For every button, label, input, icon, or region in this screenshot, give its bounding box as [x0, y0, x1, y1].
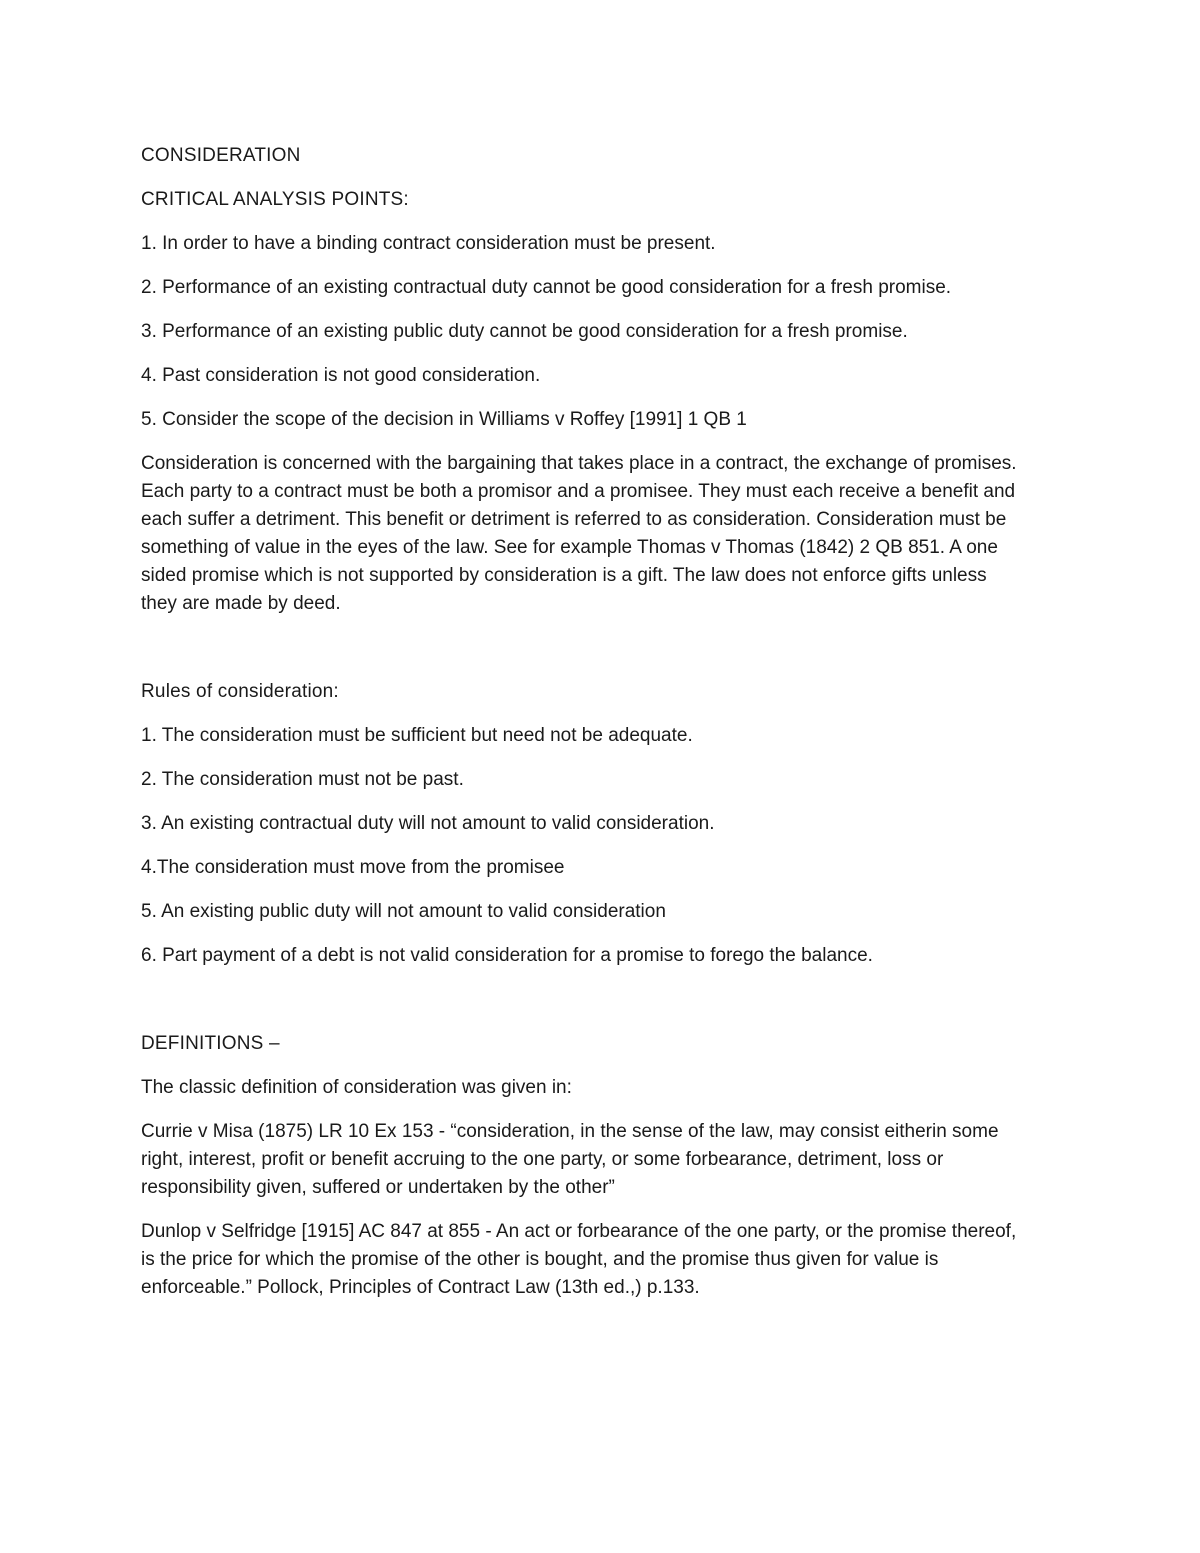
intro-line: sided promise which is not supported by consideration is a gift. The law does not enforce gifts unless — [141, 565, 987, 586]
dunlop-line: enforceable.” Pollock, Principles of Contract Law (13th ed.,) p.133. — [141, 1277, 700, 1298]
dunlop-line: is the price for which the promise of the other is bought, and the promise thus given for value is — [141, 1249, 939, 1270]
intro-line: Each party to a contract must be both a promisor and a promisee. They must each receive a benefit and — [141, 481, 1016, 502]
document-title: CONSIDERATION — [141, 145, 301, 166]
intro-line: each suffer a detriment. This benefit or detriment is referred to as consideration. Consideration must be — [141, 509, 1007, 530]
rule-4: 4.The consideration must move from the promisee — [141, 857, 565, 878]
critical-point-3: 3. Performance of an existing public duty cannot be good consideration for a fresh promise. — [141, 321, 908, 342]
definitions-heading: DEFINITIONS – — [141, 1033, 280, 1054]
rule-6: 6. Part payment of a debt is not valid consideration for a promise to forego the balance. — [141, 945, 873, 966]
critical-point-1: 1. In order to have a binding contract consideration must be present. — [141, 233, 716, 254]
rule-2: 2. The consideration must not be past. — [141, 769, 464, 790]
critical-point-5: 5. Consider the scope of the decision in Williams v Roffey [1991] 1 QB 1 — [141, 409, 747, 430]
intro-line: something of value in the eyes of the law. See for example Thomas v Thomas (1842) 2 QB 851. A one — [141, 537, 998, 558]
currie-line: Currie v Misa (1875) LR 10 Ex 153 - “consideration, in the sense of the law, may consist eitherin some — [141, 1121, 999, 1142]
section-spacer — [141, 986, 1066, 1030]
document-body — [141, 142, 1066, 1318]
section-spacer — [141, 634, 1066, 678]
critical-analysis-heading: CRITICAL ANALYSIS POINTS: — [141, 189, 409, 210]
rule-3: 3. An existing contractual duty will not amount to valid consideration. — [141, 813, 715, 834]
classic-definition-intro: The classic definition of consideration was given in: — [141, 1077, 572, 1098]
currie-v-misa-paragraph — [141, 1118, 1066, 1202]
critical-point-2: 2. Performance of an existing contractual duty cannot be good consideration for a fresh promise. — [141, 277, 952, 298]
dunlop-v-selfridge-paragraph — [141, 1218, 1066, 1302]
intro-line: Consideration is concerned with the bargaining that takes place in a contract, the exchange of promises. — [141, 453, 1017, 474]
critical-point-4: 4. Past consideration is not good consideration. — [141, 365, 541, 386]
rule-1: 1. The consideration must be sufficient but need not be adequate. — [141, 725, 693, 746]
dunlop-line: Dunlop v Selfridge [1915] AC 847 at 855 - An act or forbearance of the one party, or the promise thereof, — [141, 1221, 1017, 1242]
currie-line: responsibility given, suffered or undertaken by the other” — [141, 1177, 615, 1198]
intro-paragraph — [141, 450, 1066, 618]
intro-line: they are made by deed. — [141, 593, 341, 614]
currie-line: right, interest, profit or benefit accruing to the one party, or some forbearance, detriment, loss or — [141, 1149, 944, 1170]
rules-heading: Rules of consideration: — [141, 681, 339, 702]
rule-5: 5. An existing public duty will not amount to valid consideration — [141, 901, 666, 922]
